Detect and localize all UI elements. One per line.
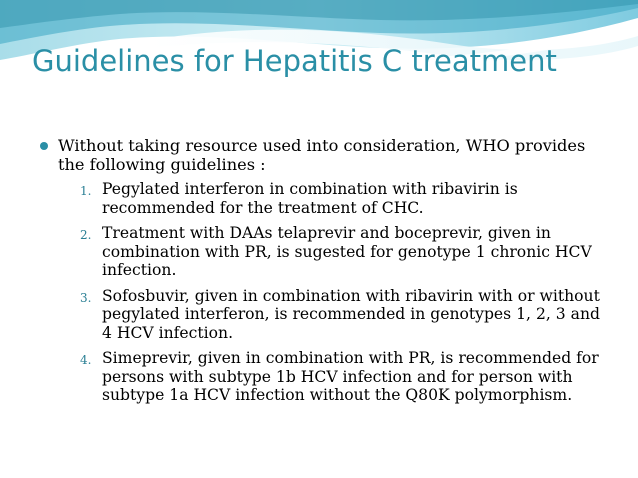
slide-title: Guidelines for Hepatitis C treatment (32, 44, 557, 78)
list-item-number: 1. (80, 184, 92, 198)
list-item-number: 4. (80, 353, 92, 367)
bullet-dot-icon (40, 142, 48, 150)
list-item (40, 287, 610, 343)
bullet-point (40, 136, 610, 174)
list-item (40, 224, 610, 280)
guidelines-list (40, 180, 610, 405)
list-item-text: Simeprevir, given in combination with PR, is recommended for persons with subtype 1b HCV infection and for person with subtype 1a HCV infection without the Q80K polymorphism. (102, 349, 599, 404)
list-item (40, 349, 610, 405)
list-item-text: Sofosbuvir, given in combination with ribavirin with or without pegylated interferon, is recommended in genotypes 1, 2, 3 and 4 HCV infection. (102, 286, 600, 342)
bullet-text: Without taking resource used into consideration, WHO provides the following guidelines : (58, 136, 586, 174)
list-item-number: 3. (80, 290, 92, 305)
list-item-text: Treatment with DAAs telaprevir and boceprevir, given in combination with PR, is sugested for genotype 1 chronic HCV infection. (102, 224, 592, 279)
list-item-number: 2. (80, 228, 92, 242)
list-item-text: Pegylated interferon in combination with ribavirin is recommended for the treatment of CHC. (102, 180, 518, 217)
list-item (40, 180, 610, 217)
slide-body (40, 136, 610, 412)
